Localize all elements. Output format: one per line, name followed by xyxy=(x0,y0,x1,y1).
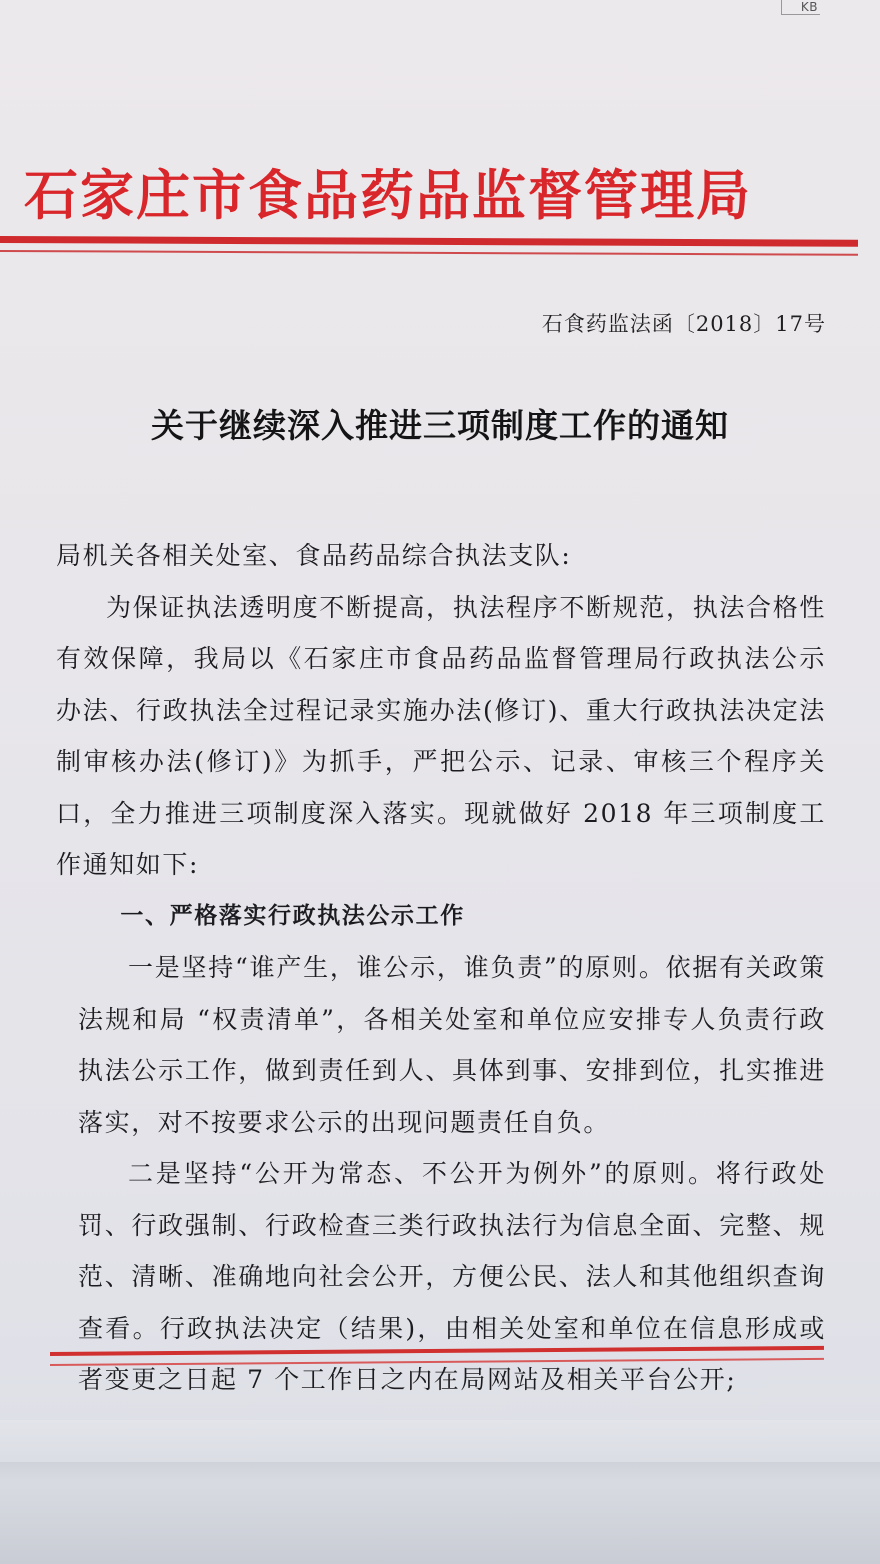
page-bottom-margin xyxy=(0,1420,880,1564)
page-shadow xyxy=(0,1462,880,1482)
masthead-red-rule xyxy=(0,236,858,247)
document-number: 石食药监法函〔2018〕17号 xyxy=(541,312,826,336)
section-paragraph-2: 二是坚持“公开为常态、不公开为例外”的原则。将行政处罚、行政强制、行政检查三类行政执法行为信息全面、完整、规范、清晰、准确地向社会公开，方便公民、法人和其他组织查询查看。行政执法决定（结果)，由相关处室和单位在信息形成或者变更之日起 7 个工作日之内在局网站及相关平台公开; xyxy=(78,1159,826,1394)
masthead-red-rule-thin xyxy=(0,250,858,256)
document-body xyxy=(56,530,826,1406)
document-title: 关于继续深入推进三项制度工作的通知 xyxy=(151,406,729,445)
section-paragraph-1: 一是坚持“谁产生，谁公示，谁负责”的原则。依据有关政策法规和局 “权责清单”，各相关处室和单位应安排专人负责行政执法公示工作，做到责任到人、具体到事、安排到位，扎实推进落实，对不按要求公示的出现问题责任自负。 xyxy=(78,953,826,1137)
intro-paragraph: 为保证执法透明度不断提高，执法程序不断规范，执法合格性有效保障，我局以《石家庄市食品药品监督管理局行政执法公示办法、行政执法全过程记录实施办法(修订)、重大行政执法决定法制审核办法(修订)》为抓手，严把公示、记录、审核三个程序关口，全力推进三项制度深入落实。现就做好 2018 年三项制度工作通知如下: xyxy=(56,592,826,879)
masthead-title: 石家庄市食品药品监督管理局 xyxy=(24,163,752,227)
section-heading: 一、严格落实行政执法公示工作 xyxy=(120,902,465,929)
addressee: 局机关各相关处室、食品药品综合执法支队: xyxy=(56,541,572,570)
corner-mark: KB xyxy=(800,0,818,14)
